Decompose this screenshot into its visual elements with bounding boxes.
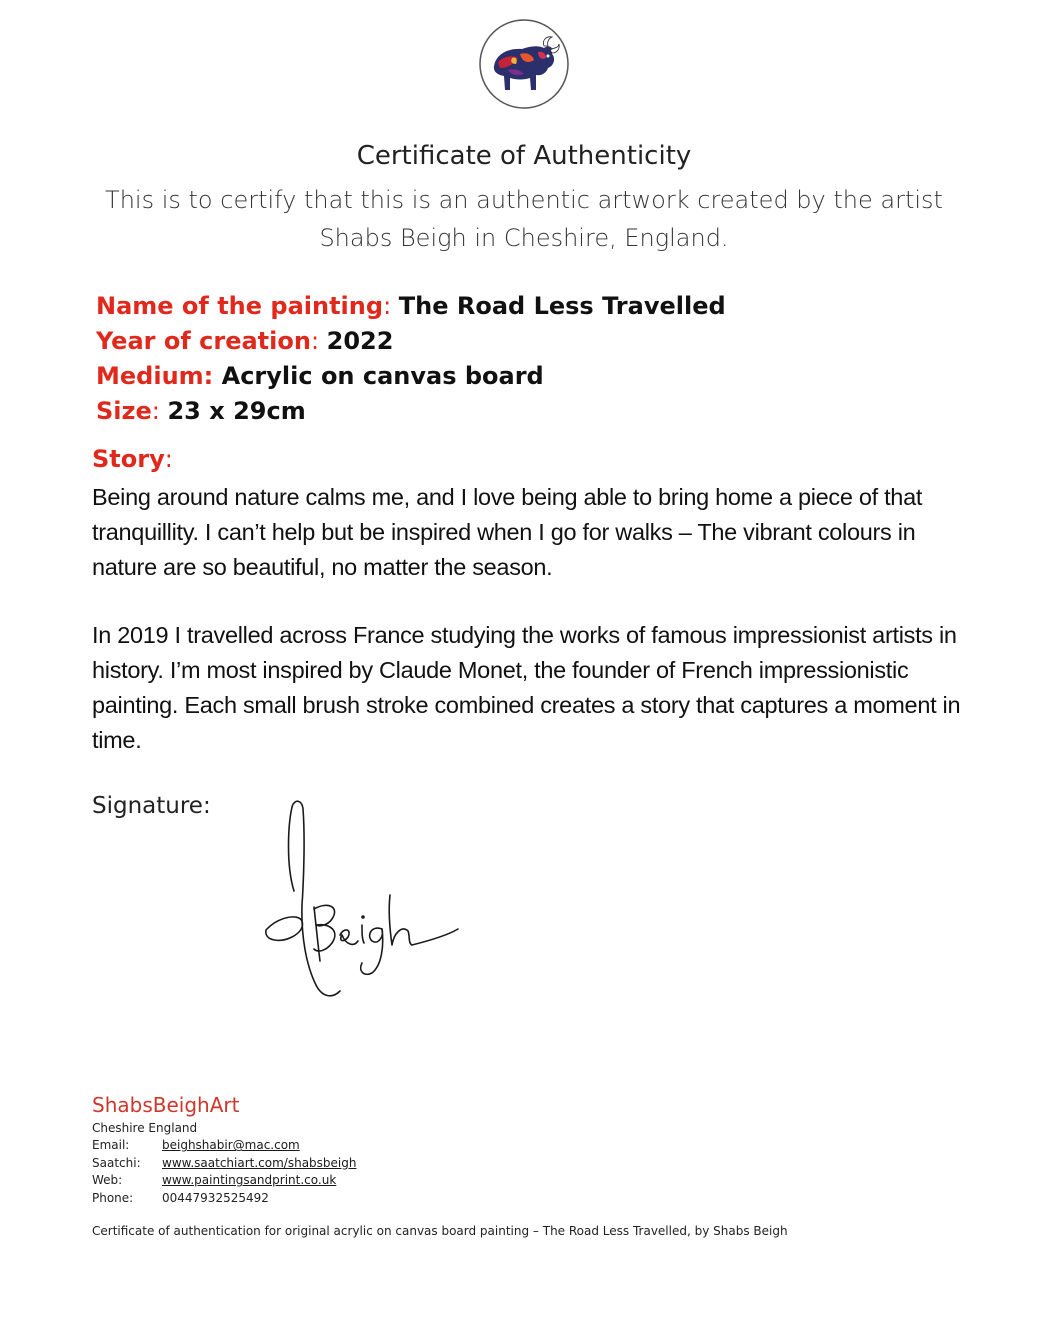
footer-brand: ShabsBeighArt [92, 1093, 240, 1117]
footer-location: Cheshire England [92, 1121, 198, 1135]
size-label: Size [96, 397, 152, 425]
year-value: 2022 [326, 327, 394, 355]
intro-line-1: This is to certify that this is an authentic artwork created by the artist [105, 186, 943, 214]
web-label: Web: [92, 1173, 123, 1188]
certificate-intro [60, 181, 988, 257]
painting-name-label: Name of the painting [96, 292, 384, 320]
story-heading: Story: [92, 445, 173, 473]
painting-name-value: The Road Less Travelled [398, 292, 726, 320]
story-paragraph-2: In 2019 I travelled across France studying the works of famous impressionist artists in history. I’m most inspired by Claude Monet, the founder of French impressionistic painting. Each small brush stroke combined creates a story that captures a moment in time. [92, 622, 961, 753]
phone-label: Phone: [92, 1190, 134, 1205]
intro-line-2: Shabs Beigh in Cheshire, England. [319, 224, 729, 252]
story-paragraph-1: Being around nature calms me, and I love being able to bring home a piece of that tranquillity. I can’t help but be inspired when I go for walks – The vibrant colours in nature are so beautiful, no matter the season. [92, 484, 923, 580]
size-row: Size: 23 x 29cm [96, 397, 306, 425]
signature-label: Signature: [92, 793, 211, 819]
painting-name-row: Name of the painting: The Road Less Travelled [96, 292, 726, 320]
year-row: Year of creation: 2022 [96, 327, 394, 355]
footer-phone-row [92, 1190, 356, 1207]
footer-email-row [92, 1137, 356, 1154]
saatchi-label: Saatchi: [92, 1155, 141, 1170]
bull-logo-icon [478, 18, 570, 110]
medium-value: Acrylic on canvas board [221, 362, 544, 390]
painting-details [96, 289, 726, 429]
medium-label: Medium: [96, 362, 214, 390]
footnote: Certificate of authentication for original acrylic on canvas board painting – The Road Less Travelled, by Shabs Beigh [92, 1224, 788, 1238]
footer-contact [92, 1120, 356, 1207]
email-label: Email: [92, 1138, 130, 1153]
year-label: Year of creation [96, 327, 311, 355]
size-value: 23 x 29cm [167, 397, 306, 425]
certificate-title: Certificate of Authenticity [356, 141, 692, 171]
medium-row [96, 359, 726, 394]
saatchi-link[interactable]: www.saatchiart.com/shabsbeigh [162, 1155, 357, 1170]
footer-web-row [92, 1172, 356, 1189]
email-link[interactable]: beighshabir@mac.com [162, 1138, 300, 1153]
web-link[interactable]: www.paintingsandprint.co.uk [162, 1173, 337, 1188]
signature-image [258, 795, 463, 1005]
phone-value: 00447932525492 [162, 1190, 269, 1205]
footer-saatchi-row [92, 1155, 356, 1172]
